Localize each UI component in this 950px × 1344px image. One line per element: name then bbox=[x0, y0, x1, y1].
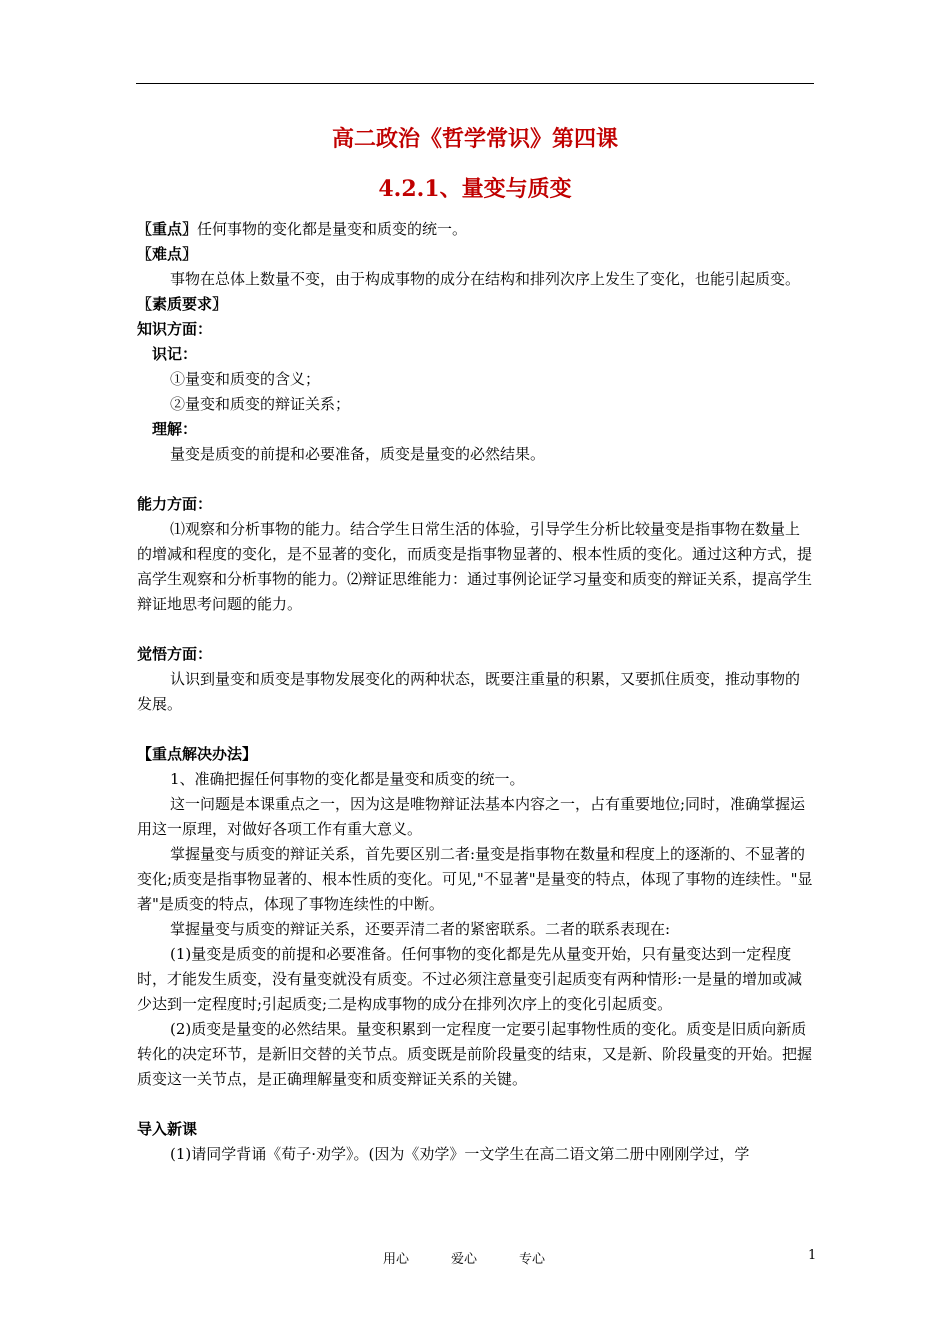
footer-item-1: 用心 bbox=[383, 1252, 410, 1267]
solution-para-2: 这一问题是本课重点之一，因为这是唯物辩证法基本内容之一，占有重要地位;同时，准确掌握运用这一原理，对做好各项工作有重大意义。 bbox=[137, 795, 806, 838]
requirements-label: 〖素质要求〗 bbox=[137, 295, 228, 313]
ability-label: 能力方面： bbox=[137, 495, 213, 513]
solution-para-6: (2)质变是量变的必然结果。量变积累到一定程度一定要引起事物性质的变化。质变是旧质向新质转化的决定环节，是新旧交替的关节点。质变既是前阶段量变的结束，又是新、阶段量变的开始。把握质变这一关节点，是正确理解量变和质变辩证关系的关键。 bbox=[137, 1020, 813, 1088]
awareness-text: 认识到量变和质变是事物发展变化的两种状态，既要注重量的积累，又要抓住质变，推动事物的发展。 bbox=[137, 670, 801, 713]
page-subtitle: 4.2.1、量变与质变 bbox=[378, 176, 572, 202]
memorize-item-2: ②量变和质变的辩证关系； bbox=[170, 395, 351, 413]
solution-para-1: 1、准确把握任何事物的变化都是量变和质变的统一。 bbox=[170, 770, 525, 788]
page-number: 1 bbox=[808, 1248, 817, 1263]
footer-motto bbox=[383, 1248, 587, 1267]
footer-item-3: 专心 bbox=[519, 1252, 546, 1267]
solution-para-4: 掌握量变与质变的辩证关系，还要弄清二者的紧密联系。二者的联系表现在: bbox=[170, 920, 671, 938]
understand-text: 量变是质变的前提和必要准备，质变是量变的必然结果。 bbox=[170, 445, 546, 463]
key-point-label: 〖重点〗 bbox=[137, 220, 198, 238]
memorize-item-1: ①量变和质变的含义； bbox=[170, 370, 321, 388]
awareness-label: 觉悟方面： bbox=[137, 645, 213, 663]
ability-text: ⑴观察和分析事物的能力。结合学生日常生活的体验，引导学生分析比较量变是指事物在数量上的增减和程度的变化，是不显著的变化，而质变是指事物显著的、根本性质的变化。通过这种方式，提高学生观察和分析事物的能力。⑵辩证思维能力：通过事例论证学习量变和质变的辩证关系，提高学生辩证地思考问题的能力。 bbox=[137, 520, 813, 613]
intro-text: (1)请同学背诵《荀子·劝学》。(因为《劝学》一文学生在高二语文第二册中刚刚学过，学 bbox=[170, 1145, 750, 1163]
difficulty-text: 事物在总体上数量不变，由于构成事物的成分在结构和排列次序上发生了变化，也能引起质变。 bbox=[170, 270, 801, 288]
solution-para-3: 掌握量变与质变的辩证关系，首先要区别二者:量变是指事物在数量和程度上的逐渐的、不显著的变化;质变是指事物显著的、根本性质的变化。可见,"不显著"是量变的特点，体现了事物的连续性。"显著"是质变的特点，体现了事物连续性的中断。 bbox=[137, 845, 813, 913]
intro-label: 导入新课 bbox=[137, 1120, 198, 1138]
solution-label: 【重点解决办法】 bbox=[137, 745, 258, 763]
document-body bbox=[137, 217, 814, 1167]
footer-item-2: 爱心 bbox=[451, 1252, 478, 1267]
solution-para-5: (1)量变是质变的前提和必要准备。任何事物的变化都是先从量变开始，只有量变达到一定程度时，才能发生质变，没有量变就没有质变。不过必须注意量变引起质变有两种情形:一是量的增加或减少达到一定程度时;引起质变;二是构成事物的成分在排列次序上的变化引起质变。 bbox=[137, 945, 803, 1013]
header-rule bbox=[136, 83, 814, 84]
key-point bbox=[137, 217, 814, 242]
memorize-label: 识记： bbox=[152, 345, 198, 363]
knowledge-label: 知识方面： bbox=[137, 320, 213, 338]
understand-label: 理解： bbox=[152, 420, 198, 438]
key-point-text: 任何事物的变化都是量变和质变的统一。 bbox=[197, 220, 468, 238]
page-title: 高二政治《哲学常识》第四课 bbox=[331, 126, 618, 152]
difficulty-label: 〖难点〗 bbox=[137, 245, 198, 263]
